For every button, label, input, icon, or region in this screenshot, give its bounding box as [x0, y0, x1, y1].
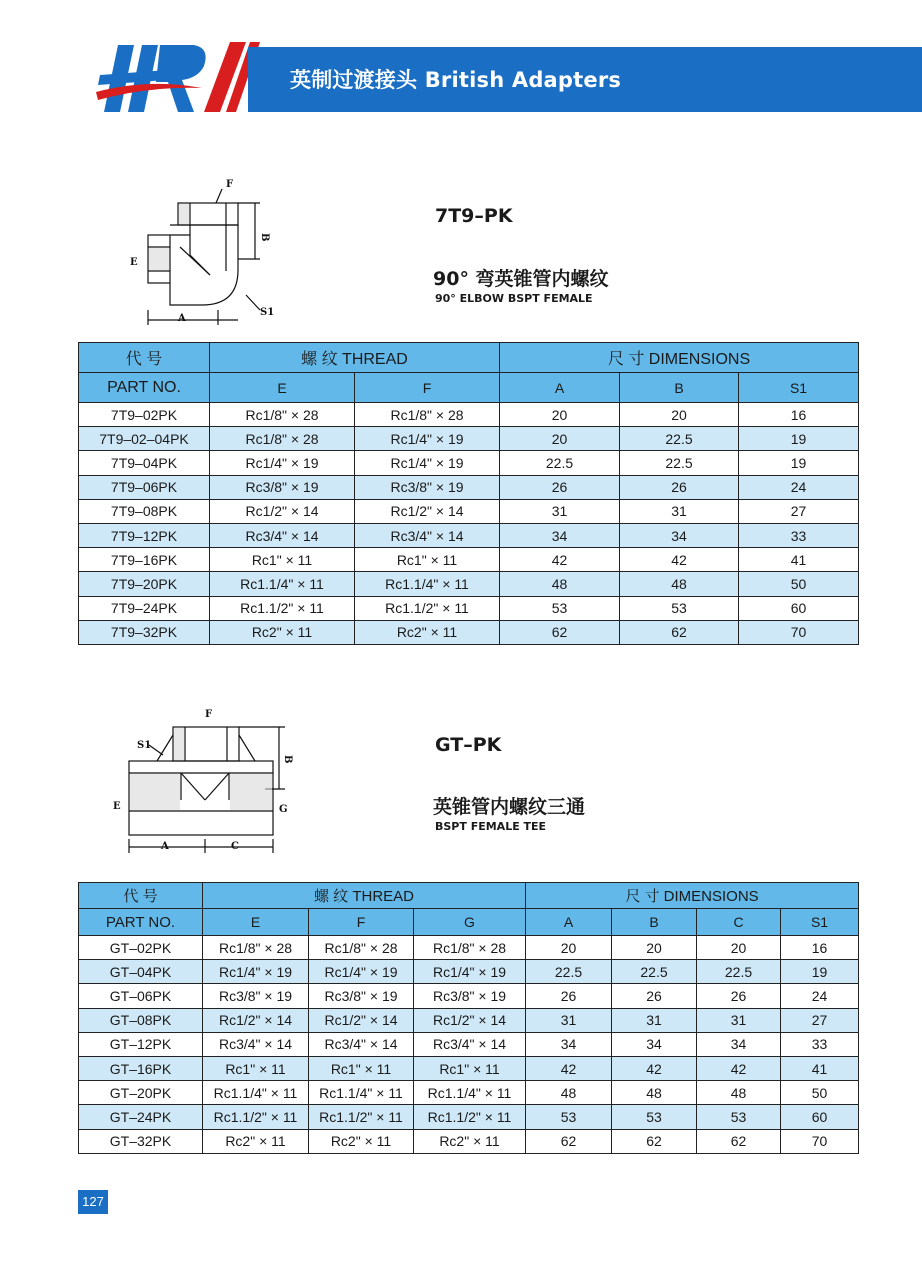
table-cell: 48: [526, 1081, 612, 1105]
col-header-s1: S1: [781, 909, 859, 936]
table-cell: 34: [697, 1032, 781, 1056]
table-cell: Rc1/8" × 28: [203, 936, 309, 960]
table-row: [79, 596, 859, 620]
table-cell: 26: [500, 475, 620, 499]
table-cell: 53: [697, 1105, 781, 1129]
part-number-cell: 7T9–02–04PK: [79, 427, 210, 451]
table-cell: 26: [620, 475, 739, 499]
table-cell: Rc3/8" × 19: [309, 984, 414, 1008]
table-cell: Rc3/8" × 19: [210, 475, 355, 499]
table-cell: 22.5: [526, 960, 612, 984]
elbow-rows: [79, 403, 859, 645]
part-number-cell: GT–24PK: [79, 1105, 203, 1129]
table-cell: Rc1/8" × 28: [210, 403, 355, 427]
col-header-c: C: [697, 909, 781, 936]
part-no-header-cn: 代 号: [79, 883, 203, 909]
table-cell: 19: [739, 427, 859, 451]
table-cell: 33: [781, 1032, 859, 1056]
tee-drawing: [105, 705, 295, 855]
table-cell: 22.5: [500, 451, 620, 475]
table-cell: Rc1" × 11: [210, 548, 355, 572]
label-f: F: [205, 709, 213, 720]
part-number-cell: 7T9–06PK: [79, 475, 210, 499]
table-cell: Rc1" × 11: [355, 548, 500, 572]
table-cell: Rc2" × 11: [210, 620, 355, 644]
col-header-a: A: [500, 373, 620, 403]
table-cell: 41: [739, 548, 859, 572]
table-row: [79, 984, 859, 1008]
table-cell: Rc3/4" × 14: [355, 523, 500, 547]
part-number-cell: 7T9–20PK: [79, 572, 210, 596]
table-cell: Rc1.1/2" × 11: [355, 596, 500, 620]
table-cell: Rc1" × 11: [414, 1056, 526, 1080]
elbow-drawing: [120, 175, 290, 330]
col-header-b: B: [612, 909, 697, 936]
table-cell: Rc1" × 11: [309, 1056, 414, 1080]
table-cell: Rc1/4" × 19: [355, 427, 500, 451]
table-cell: Rc1.1/2" × 11: [210, 596, 355, 620]
table-cell: 19: [739, 451, 859, 475]
table-cell: Rc1/2" × 14: [414, 1008, 526, 1032]
part-number-cell: GT–16PK: [79, 1056, 203, 1080]
table-cell: 26: [697, 984, 781, 1008]
table-row: [79, 1105, 859, 1129]
table-cell: 34: [620, 523, 739, 547]
part-number-cell: GT–20PK: [79, 1081, 203, 1105]
part-number-cell: GT–32PK: [79, 1129, 203, 1153]
table-cell: 22.5: [620, 451, 739, 475]
col-header-e: E: [203, 909, 309, 936]
part-number-cell: 7T9–04PK: [79, 451, 210, 475]
page-title: 英制过渡接头 British Adapters: [290, 68, 622, 92]
col-header-f: F: [309, 909, 414, 936]
table-cell: 50: [739, 572, 859, 596]
product-name-cn: 90° 弯英锥管内螺纹: [433, 268, 609, 290]
product-name-en: BSPT FEMALE TEE: [435, 820, 547, 833]
table-row: [79, 523, 859, 547]
table-cell: 22.5: [697, 960, 781, 984]
table-cell: Rc1/8" × 28: [414, 936, 526, 960]
part-number-cell: GT–02PK: [79, 936, 203, 960]
label-e: E: [113, 801, 121, 812]
col-header-f: F: [355, 373, 500, 403]
page-number: 127: [78, 1190, 108, 1214]
table-cell: Rc1.1/4" × 11: [309, 1081, 414, 1105]
table-row: [79, 1129, 859, 1153]
table-cell: Rc1/2" × 14: [355, 499, 500, 523]
dimensions-header: 尺 寸 DIMENSIONS: [526, 883, 859, 909]
table-cell: Rc2" × 11: [309, 1129, 414, 1153]
table-cell: 53: [612, 1105, 697, 1129]
part-number-cell: GT–08PK: [79, 1008, 203, 1032]
table-cell: Rc1.1/4" × 11: [414, 1081, 526, 1105]
table-cell: 42: [526, 1056, 612, 1080]
table-cell: 20: [620, 403, 739, 427]
label-c: C: [231, 841, 239, 852]
table-cell: Rc3/8" × 19: [414, 984, 526, 1008]
table-cell: 62: [697, 1129, 781, 1153]
table-cell: 19: [781, 960, 859, 984]
table-cell: 31: [526, 1008, 612, 1032]
table-cell: Rc1/4" × 19: [203, 960, 309, 984]
table-cell: 42: [697, 1056, 781, 1080]
part-number-cell: 7T9–08PK: [79, 499, 210, 523]
table-cell: Rc1" × 11: [203, 1056, 309, 1080]
table-cell: 53: [500, 596, 620, 620]
part-number-cell: GT–12PK: [79, 1032, 203, 1056]
table-cell: 62: [500, 620, 620, 644]
table-cell: Rc1.1/2" × 11: [414, 1105, 526, 1129]
table-cell: Rc2" × 11: [203, 1129, 309, 1153]
table-cell: 48: [612, 1081, 697, 1105]
table-cell: Rc3/4" × 14: [210, 523, 355, 547]
label-g: G: [279, 804, 288, 815]
table-row: [79, 499, 859, 523]
table-cell: 42: [612, 1056, 697, 1080]
table-cell: Rc3/4" × 14: [309, 1032, 414, 1056]
label-a: A: [178, 313, 186, 324]
label-e: E: [130, 257, 138, 268]
table-cell: 41: [781, 1056, 859, 1080]
table-cell: 27: [739, 499, 859, 523]
label-f: F: [226, 179, 234, 190]
col-header-e: E: [210, 373, 355, 403]
table-cell: Rc1/8" × 28: [309, 936, 414, 960]
table-row: [79, 572, 859, 596]
table-cell: 16: [739, 403, 859, 427]
label-b: B: [282, 755, 293, 764]
table-cell: 48: [697, 1081, 781, 1105]
table-cell: Rc2" × 11: [414, 1129, 526, 1153]
tee-spec-table: [78, 882, 859, 1154]
table-cell: 60: [739, 596, 859, 620]
table-cell: 53: [526, 1105, 612, 1129]
table-cell: 31: [620, 499, 739, 523]
table-cell: Rc1/4" × 19: [414, 960, 526, 984]
table-cell: 70: [739, 620, 859, 644]
table-cell: 33: [739, 523, 859, 547]
table-cell: 20: [612, 936, 697, 960]
table-cell: 26: [612, 984, 697, 1008]
table-row: [79, 451, 859, 475]
table-row: [79, 475, 859, 499]
table-row: [79, 1081, 859, 1105]
table-cell: 20: [697, 936, 781, 960]
label-a: A: [161, 841, 169, 852]
table-row: [79, 960, 859, 984]
part-number-cell: 7T9–02PK: [79, 403, 210, 427]
table-row: [79, 1008, 859, 1032]
tee-rows: [79, 936, 859, 1154]
col-header-s1: S1: [739, 373, 859, 403]
table-cell: Rc1.1/2" × 11: [203, 1105, 309, 1129]
product-code: GT–PK: [435, 734, 502, 756]
table-row: [79, 620, 859, 644]
table-cell: 31: [697, 1008, 781, 1032]
table-cell: 24: [739, 475, 859, 499]
table-cell: 42: [620, 548, 739, 572]
table-cell: Rc1/4" × 19: [309, 960, 414, 984]
table-cell: Rc1/2" × 14: [309, 1008, 414, 1032]
part-no-header-cn: 代 号: [79, 343, 210, 373]
table-cell: 48: [620, 572, 739, 596]
product-name-cn: 英锥管内螺纹三通: [433, 796, 586, 818]
part-number-cell: GT–04PK: [79, 960, 203, 984]
table-cell: 34: [612, 1032, 697, 1056]
table-row: [79, 1032, 859, 1056]
elbow-spec-table: [78, 342, 859, 645]
table-cell: Rc3/8" × 19: [203, 984, 309, 1008]
table-cell: 16: [781, 936, 859, 960]
col-header-a: A: [526, 909, 612, 936]
label-b: B: [259, 233, 270, 242]
thread-header: 螺 纹 THREAD: [203, 883, 526, 909]
label-s1: S1: [260, 307, 275, 318]
product-code: 7T9–PK: [435, 205, 513, 227]
part-number-cell: 7T9–16PK: [79, 548, 210, 572]
table-cell: 20: [526, 936, 612, 960]
table-cell: Rc1.1/4" × 11: [203, 1081, 309, 1105]
table-cell: Rc2" × 11: [355, 620, 500, 644]
table-cell: Rc1.1/2" × 11: [309, 1105, 414, 1129]
table-row: [79, 427, 859, 451]
table-cell: Rc3/4" × 14: [414, 1032, 526, 1056]
table-cell: 50: [781, 1081, 859, 1105]
table-cell: 34: [500, 523, 620, 547]
table-cell: 62: [526, 1129, 612, 1153]
table-cell: 24: [781, 984, 859, 1008]
table-cell: 26: [526, 984, 612, 1008]
product-name-en: 90° ELBOW BSPT FEMALE: [435, 292, 593, 305]
table-cell: Rc1/4" × 19: [210, 451, 355, 475]
part-no-header-en: PART NO.: [79, 909, 203, 936]
table-cell: 31: [500, 499, 620, 523]
table-cell: Rc1/2" × 14: [203, 1008, 309, 1032]
table-cell: Rc1.1/4" × 11: [355, 572, 500, 596]
table-cell: Rc3/8" × 19: [355, 475, 500, 499]
part-number-cell: GT–06PK: [79, 984, 203, 1008]
brand-logo: [90, 30, 260, 120]
dimensions-header: 尺 寸 DIMENSIONS: [500, 343, 859, 373]
table-cell: 34: [526, 1032, 612, 1056]
col-header-b: B: [620, 373, 739, 403]
part-no-header-en: PART NO.: [79, 373, 210, 403]
table-row: [79, 403, 859, 427]
table-cell: 20: [500, 427, 620, 451]
table-cell: 60: [781, 1105, 859, 1129]
table-cell: Rc1.1/4" × 11: [210, 572, 355, 596]
part-number-cell: 7T9–32PK: [79, 620, 210, 644]
part-number-cell: 7T9–12PK: [79, 523, 210, 547]
table-cell: 20: [500, 403, 620, 427]
table-cell: 22.5: [612, 960, 697, 984]
table-cell: 27: [781, 1008, 859, 1032]
table-cell: 62: [612, 1129, 697, 1153]
table-cell: 53: [620, 596, 739, 620]
table-cell: 42: [500, 548, 620, 572]
thread-header: 螺 纹 THREAD: [210, 343, 500, 373]
label-s1: S1: [137, 740, 152, 751]
table-cell: Rc1/2" × 14: [210, 499, 355, 523]
col-header-g: G: [414, 909, 526, 936]
table-cell: Rc3/4" × 14: [203, 1032, 309, 1056]
table-row: [79, 1056, 859, 1080]
table-row: [79, 936, 859, 960]
table-cell: Rc1/8" × 28: [210, 427, 355, 451]
table-cell: Rc1/8" × 28: [355, 403, 500, 427]
table-cell: Rc1/4" × 19: [355, 451, 500, 475]
part-number-cell: 7T9–24PK: [79, 596, 210, 620]
table-cell: 48: [500, 572, 620, 596]
table-cell: 62: [620, 620, 739, 644]
table-cell: 31: [612, 1008, 697, 1032]
table-row: [79, 548, 859, 572]
table-cell: 70: [781, 1129, 859, 1153]
table-cell: 22.5: [620, 427, 739, 451]
